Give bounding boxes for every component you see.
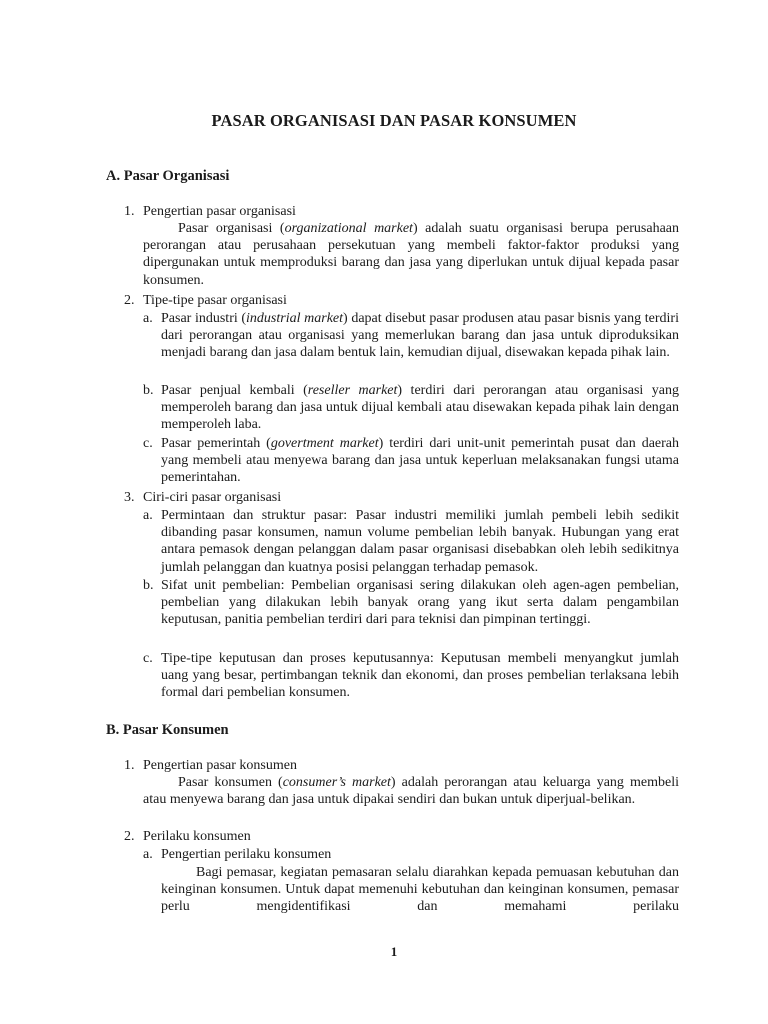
text-run: ) terdiri dari perorangan atau organisasi yang memperoleh barang dan jasa untuk dijual kembali atau disewakan kepada pihak lain dengan memperoleh laba. [161, 383, 680, 433]
list-item-pasar-industri [161, 310, 679, 362]
list-item-tipe-keputusan: Tipe-tipe keputusan dan proses keputusannya: Keputusan membeli menyangkut jumlah uang yang besar, pertimbangan teknik dan ekonomi, dan proses pembelian terlaksana lebih formal dari pembelian konsumen. [161, 651, 679, 701]
section-b-heading: B. Pasar Konsumen [106, 722, 229, 738]
list-item-permintaan: Permintaan dan struktur pasar: Pasar industri memiliki jumlah pembeli lebih sedikit dibanding pasar konsumen, namun volume pembelian lebih banyak. Hubungan yang erat antara pemasok dengan pelanggan dalam pasar organisasi disebabkan oleh lebih sedikitnya jumlah pelanggan dan kuatnya posisi pelanggan terhadap pemasok. [161, 508, 679, 575]
section-a-heading: A. Pasar Organisasi [106, 168, 230, 184]
paragraph-konsumen [143, 774, 679, 808]
list-marker: b. [143, 578, 154, 593]
item-heading: Pengertian pasar organisasi [143, 204, 296, 219]
list-marker: 3. [124, 490, 135, 505]
list-marker: 2. [124, 829, 135, 844]
list-marker: c. [143, 436, 153, 451]
list-marker: c. [143, 651, 153, 666]
item-heading: Tipe-tipe pasar organisasi [143, 293, 287, 308]
italic-term: govertment market [270, 436, 379, 451]
list-marker: 1. [124, 204, 135, 219]
list-marker: a. [143, 311, 153, 326]
list-marker: a. [143, 508, 153, 523]
list-item-sifat-unit: Sifat unit pembelian: Pembelian organisasi sering dilakukan oleh agen-agen pembelian, pembelian yang dilakukan lebih banyak orang yang ikut serta dalam pengambilan keputusan, panitia pembelian terdiri dari para teknisi dan pimpinan tertinggi. [161, 578, 679, 628]
text-run: ) terdiri dari unit-unit pemerintah pusat dan daerah yang membeli atau menyewa barang dan jasa untuk keperluan melaksanakan fungsi utama pemerintahan. [161, 436, 679, 486]
italic-term: consumer’s market [282, 775, 391, 790]
text-run: ) adalah perorangan atau keluarga yang membeli atau menyewa barang dan jasa untuk dipakai sendiri dan bukan untuk diperjual-belikan. [143, 775, 679, 808]
page-number: 1 [390, 944, 398, 959]
item-heading: Pengertian pasar konsumen [143, 758, 297, 773]
italic-term: reseller market [307, 383, 398, 398]
list-item-pasar-penjual-kembali [161, 382, 679, 434]
item-heading: Perilaku konsumen [143, 829, 251, 844]
list-marker: 2. [124, 293, 135, 308]
document-title: PASAR ORGANISASI DAN PASAR KONSUMEN [211, 111, 577, 130]
text-run: Pasar industri ( [161, 311, 247, 326]
text-run: Pasar penjual kembali ( [161, 383, 308, 398]
item-heading: Ciri-ciri pasar organisasi [143, 490, 282, 505]
paragraph-organisasi [143, 220, 679, 289]
list-marker: 1. [124, 758, 135, 773]
text-run: Pasar konsumen ( [178, 775, 283, 790]
italic-term: industrial market [246, 311, 344, 326]
italic-term: organizational market [284, 221, 413, 236]
list-marker: b. [143, 383, 154, 398]
paragraph-perilaku: Bagi pemasar, kegiatan pemasaran selalu diarahkan kepada pemuasan kebutuhan dan keinginan konsumen. Untuk dapat memenuhi kebutuhan dan keinginan konsumen, pemasar perlu mengidentifikasi dan memahami perilaku [161, 865, 679, 915]
text-run: ) dapat disebut pasar produsen atau pasar bisnis yang terdiri dari perorangan atau organisasi yang memerlukan barang dan jasa untuk diproduksikan menjadi barang dan jasa dalam bentuk lain, kemudian dijual, disewakan kepada pihak lain. [161, 311, 679, 361]
list-item-pasar-pemerintah [161, 435, 679, 487]
text-run: Pasar pemerintah ( [161, 436, 271, 451]
sub-item-heading: Pengertian perilaku konsumen [161, 847, 332, 862]
text-run: ) adalah suatu organisasi berupa perusahaan perorangan atau perusahaan persekutuan yang membeli faktor-faktor produksi yang dipergunakan untuk memproduksi barang dan jasa yang diperlukan untuk dijual kepada pasar konsumen. [143, 221, 679, 288]
text-run: Pasar organisasi ( [178, 221, 285, 236]
list-marker: a. [143, 847, 153, 862]
